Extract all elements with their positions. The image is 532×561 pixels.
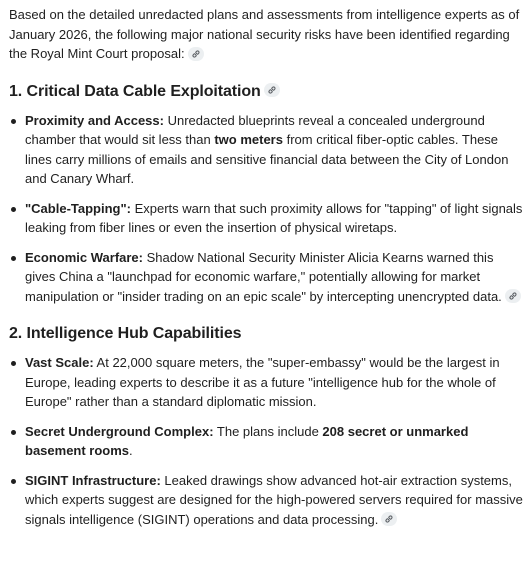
item-text: . [129, 443, 133, 458]
item-text: Unredacted blueprints reveal a concealed underground chamber that would sit less than [25, 112, 485, 147]
list-item [9, 248, 524, 307]
list-item [9, 422, 524, 461]
item-text: from critical fiber-optic cables. These lines carry millions of emails and sensitive financial data between the City of London and Canary Wharf. [25, 132, 509, 186]
link-icon [267, 85, 277, 95]
item-text: Leaked drawings show advanced hot-air extraction systems, which experts suggest are designed for the high-powered servers required for massive signals intelligence (SIGINT) operations and data processing. [25, 472, 523, 527]
list-item [9, 111, 524, 189]
item-label: Secret Underground Complex: [25, 423, 214, 439]
intro-text: Based on the detailed unredacted plans and assessments from intelligence experts as of January 2026, the following major national security risks have been identified regarding the Royal Mint Court proposal: [9, 7, 520, 61]
item-text: At 22,000 square meters, the "super-embassy" would be the largest in Europe, leading experts to describe it as a future "intelligence hub for the whole of Europe" rather than a standard diplomatic mission. [25, 355, 500, 409]
section-heading-intelligence-hub [9, 323, 524, 345]
item-text: Experts warn that such proximity allows for "tapping" of light signals leaking from fiber lines or even the insertion of physical wiretaps. [25, 200, 523, 235]
section-title: 1. Critical Data Cable Exploitation [9, 82, 261, 100]
item-label: SIGINT Infrastructure: [25, 472, 161, 488]
section-heading-cable-exploitation [9, 81, 524, 103]
item-text: The plans include [213, 423, 323, 439]
list-item [9, 353, 524, 412]
item-emphasis: two meters [214, 132, 283, 147]
link-icon [384, 514, 394, 524]
section-title: 2. Intelligence Hub Capabilities [9, 325, 242, 342]
source-link-button[interactable] [505, 289, 521, 303]
intro-paragraph [9, 5, 524, 64]
list-item [9, 471, 524, 530]
item-label: Vast Scale: [25, 355, 94, 370]
link-icon [508, 291, 518, 301]
source-link-button[interactable] [188, 47, 204, 61]
source-link-button[interactable] [264, 83, 280, 97]
source-link-button[interactable] [381, 512, 397, 526]
bullet-list-cable-exploitation [9, 111, 524, 307]
item-label: "Cable-Tapping": [25, 200, 131, 216]
item-label: Proximity and Access: [25, 112, 164, 128]
bullet-list-intelligence-hub [9, 353, 524, 529]
link-icon [191, 49, 201, 59]
item-text: Shadow National Security Minister Alicia Kearns warned this gives China a "launchpad for economic warfare," potentially allowing for market manipulation or "insider trading on an epic scale" by intercepting unencrypted data. [25, 249, 502, 304]
list-item [9, 199, 524, 238]
item-emphasis: 208 secret or unmarked basement rooms [25, 423, 469, 458]
item-label: Economic Warfare: [25, 249, 143, 265]
